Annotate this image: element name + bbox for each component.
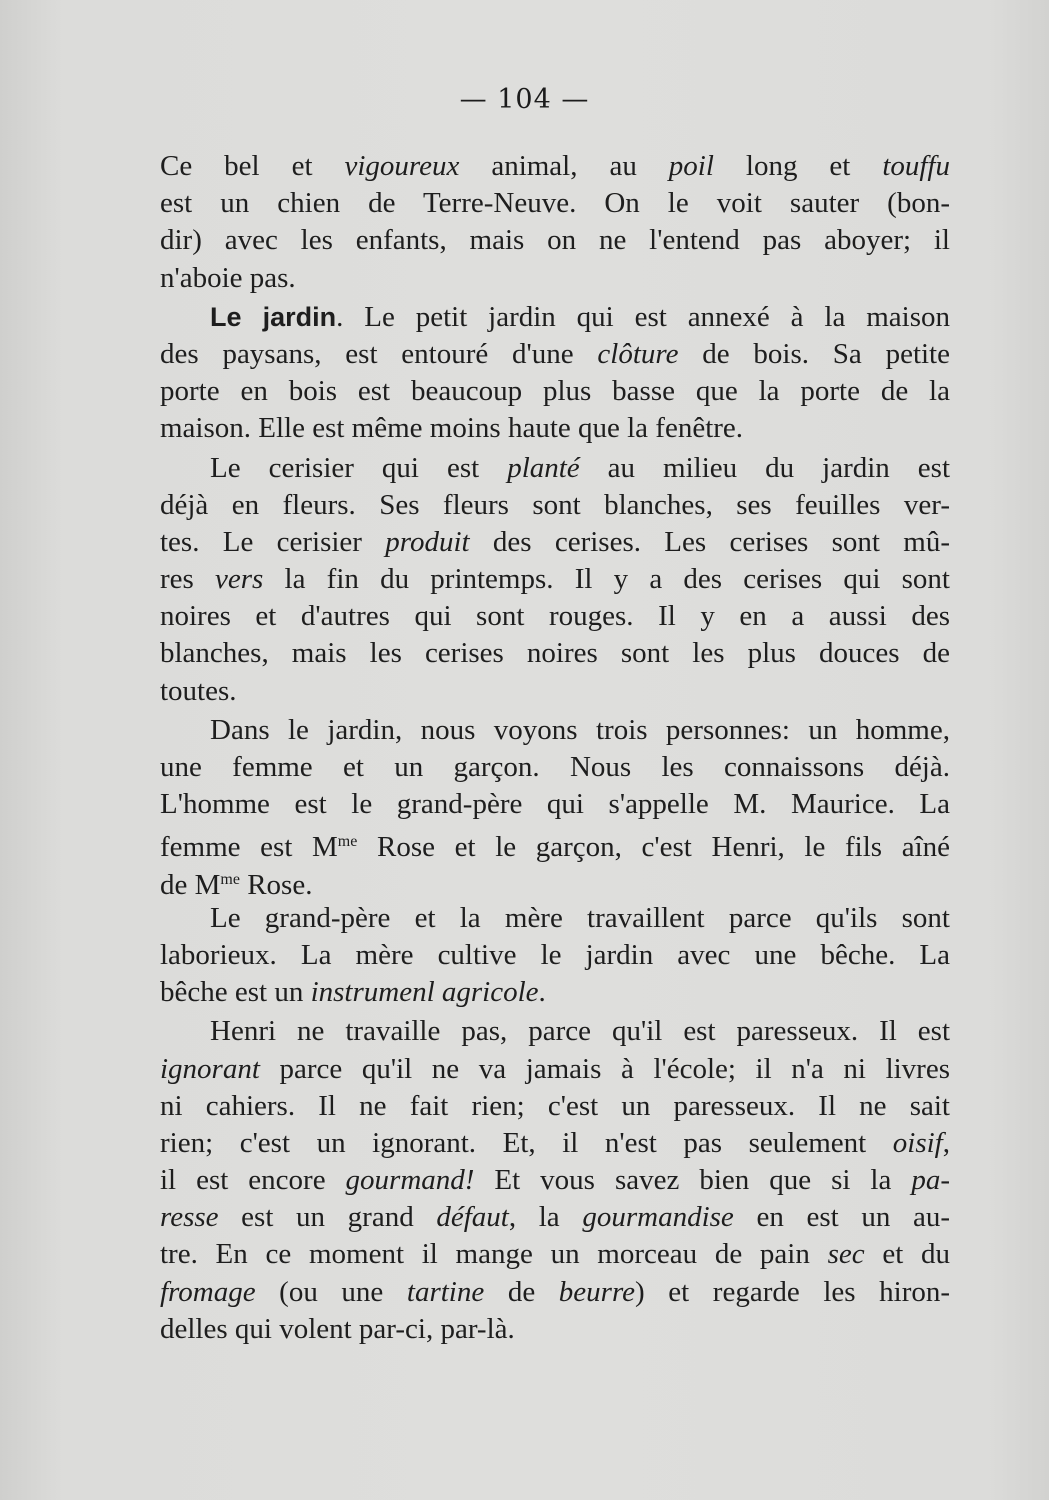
text-line: Le cerisier qui est planté au milieu du jardin est: [210, 451, 950, 484]
paragraph-4: [160, 712, 950, 901]
paragraph-3: [160, 450, 950, 710]
text-line: femme est $M^{me}$ Rose et le garçon, c'est Henri, le fils aîné: [160, 831, 950, 864]
paragraph-6: [160, 1013, 950, 1348]
page-number: — 104 —: [459, 84, 590, 115]
text-line: toutes.: [160, 674, 237, 707]
text-line: ignorant parce qu'il ne va jamais à l'école; il n'a ni livres: [160, 1052, 950, 1085]
text-line: porte en bois est beaucoup plus basse que la porte de la: [160, 375, 950, 408]
text-line: blanches, mais les cerises noires sont les plus douces de: [160, 637, 950, 670]
text-line: res vers la fin du printemps. Il y a des cerises qui sont: [160, 563, 950, 596]
text-line: il est encore gourmand! Et vous savez bien que si la pa-: [160, 1164, 950, 1197]
text-line: noires et d'autres qui sont rouges. Il y en a aussi des: [160, 600, 950, 633]
paragraph-5: [160, 900, 950, 1012]
text-line: bêche est un instrumenl agricole.: [160, 976, 546, 1009]
text-line: resse est un grand défaut, la gourmandise en est un au-: [160, 1201, 950, 1234]
text-line: rien; c'est un ignorant. Et, il n'est pas seulement oisif,: [160, 1126, 950, 1159]
paragraph-2: [160, 299, 950, 448]
text-line: est un chien de Terre-Neuve. On le voit sauter (bon-: [160, 187, 950, 220]
text-line: Ce bel et vigoureux animal, au poil long et touffu: [160, 150, 950, 182]
text-line: une femme et un garçon. Nous les connaissons déjà.: [160, 751, 950, 783]
text-line: Dans le jardin, nous voyons trois personnes: un homme,: [210, 713, 950, 746]
body-text: [160, 148, 950, 1348]
paragraph-1: [160, 148, 950, 297]
text-line: fromage (ou une tartine de beurre) et regarde les hiron-: [160, 1275, 951, 1308]
text-line: delles qui volent par-ci, par-là.: [160, 1312, 515, 1345]
text-line: L'homme est le grand-père qui s'appelle M. Maurice. La: [160, 788, 950, 821]
text-line: des paysans, est entouré d'une clôture de bois. Sa petite: [160, 337, 950, 370]
text-line: ni cahiers. Il ne fait rien; c'est un paresseux. Il ne sait: [160, 1089, 950, 1122]
text-line: dir) avec les enfants, mais on ne l'entend pas aboyer; il: [160, 224, 950, 257]
text-line: déjà en fleurs. Ses fleurs sont blanches, ses feuilles ver-: [160, 488, 950, 521]
text-line: Le grand-père et la mère travaillent parce qu'ils sont: [210, 901, 950, 934]
text-line: n'aboie pas.: [160, 261, 296, 294]
text-line: tre. En ce moment il mange un morceau de pain sec et du: [160, 1238, 950, 1271]
text-line: tes. Le cerisier produit des cerises. Les cerises sont mû-: [160, 525, 950, 558]
text-line: Henri ne travaille pas, parce qu'il est paresseux. Il est: [210, 1015, 950, 1048]
text-line: laborieux. La mère cultive le jardin avec une bêche. La: [160, 938, 950, 971]
text-line: de $M^{me}$ Rose.: [160, 868, 313, 901]
text-line: maison. Elle est même moins haute que la fenêtre.: [160, 412, 744, 445]
text-line: Le jardin. Le petit jardin qui est annexé à la maison: [210, 300, 950, 333]
